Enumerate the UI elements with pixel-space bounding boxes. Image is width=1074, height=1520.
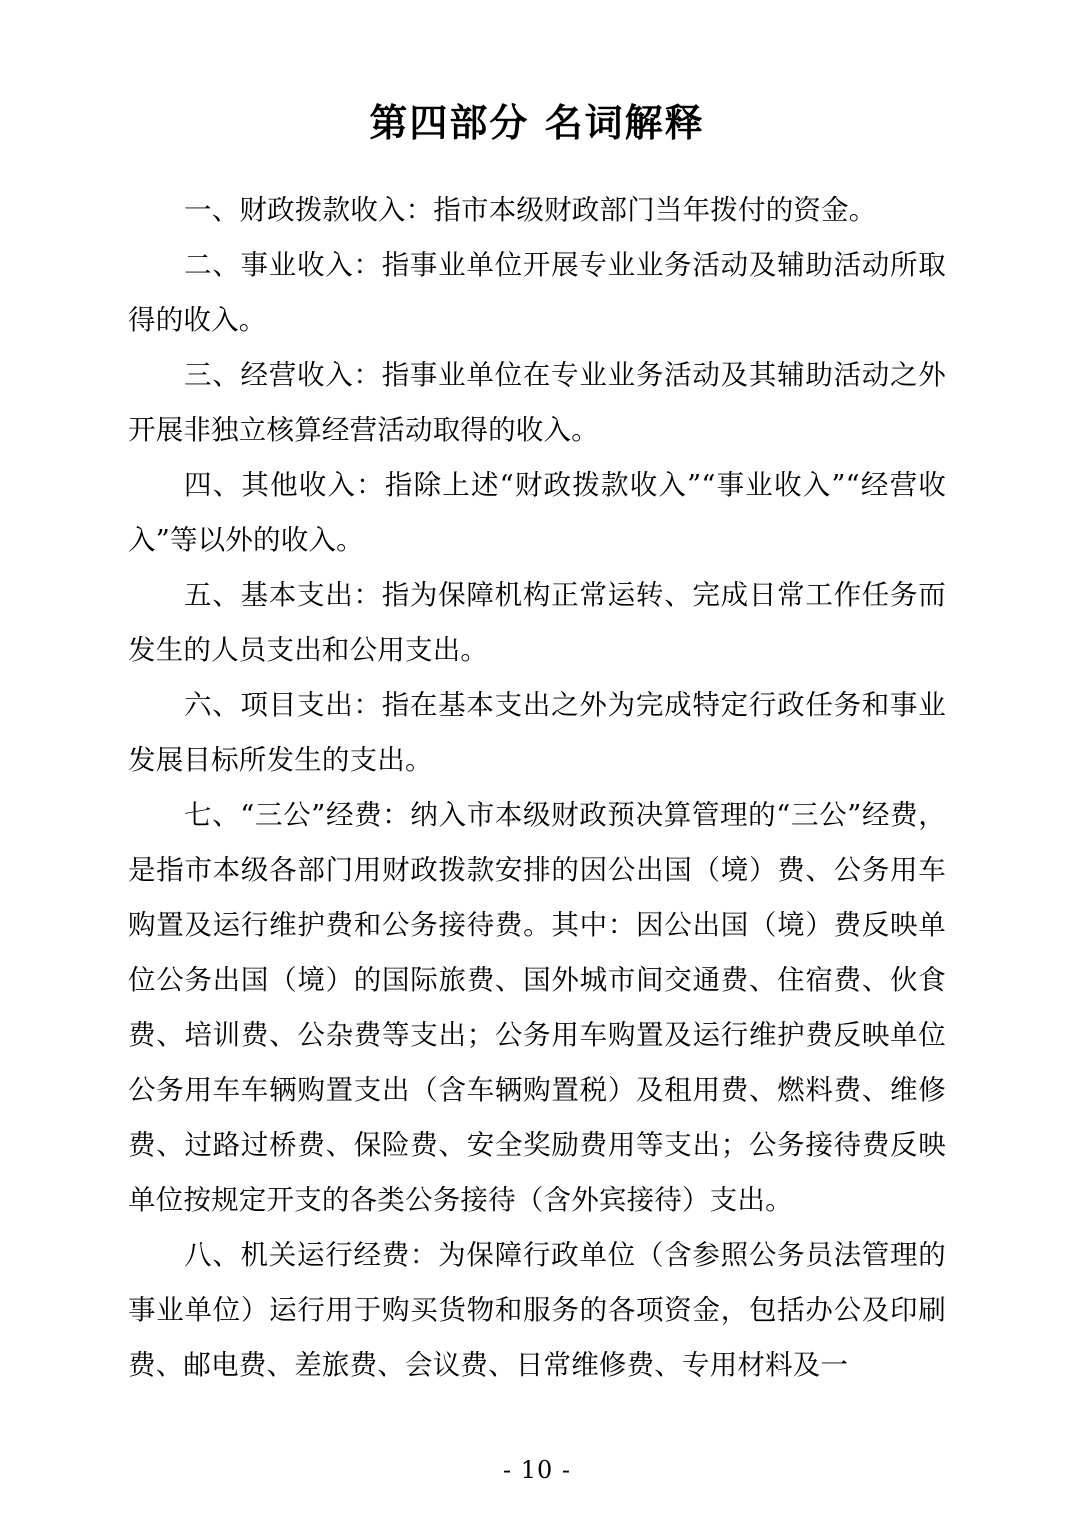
paragraph: 二、事业收入：指事业单位开展专业业务活动及辅助活动所取得的收入。 — [128, 249, 946, 336]
paragraph: 四、其他收入：指除上述“财政拨款收入”“事业收入”“经营收入”等以外的收入。 — [128, 469, 946, 556]
paragraph: 五、基本支出：指为保障机构正常运转、完成日常工作任务而发生的人员支出和公用支出。 — [128, 579, 946, 666]
paragraph: 七、“三公”经费：纳入市本级财政预决算管理的“三公”经费，是指市本级各部门用财政拨款安排的因公出国（境）费、公务用车购置及运行维护费和公务接待费。其中：因公出国（境）费反映单位公务出国（境）的国际旅费、国外城市间交通费、住宿费、伙食费、培训费、公杂费等支出；公务用车购置及运行维护费反映单位公务用车车辆购置支出（含车辆购置税）及租用费、燃料费、维修费、过路过桥费、保险费、安全奖励费用等支出；公务接待费反映单位按规定开支的各类公务接待（含外宾接待）支出。 — [128, 799, 946, 1216]
paragraph: 三、经营收入：指事业单位在专业业务活动及其辅助活动之外开展非独立核算经营活动取得的收入。 — [128, 359, 946, 446]
page-number: - 10 - — [502, 1456, 571, 1484]
document-body — [128, 183, 946, 1393]
paragraph: 六、项目支出：指在基本支出之外为完成特定行政任务和事业发展目标所发生的支出。 — [128, 689, 946, 776]
page-title: 第四部分 名词解释 — [369, 100, 705, 145]
paragraph: 一、财政拨款收入：指市本级财政部门当年拨付的资金。 — [184, 194, 877, 226]
paragraph: 八、机关运行经费：为保障行政单位（含参照公务员法管理的事业单位）运行用于购买货物和服务的各项资金，包括办公及印刷费、邮电费、差旅费、会议费、日常维修费、专用材料及一 — [128, 1239, 946, 1381]
